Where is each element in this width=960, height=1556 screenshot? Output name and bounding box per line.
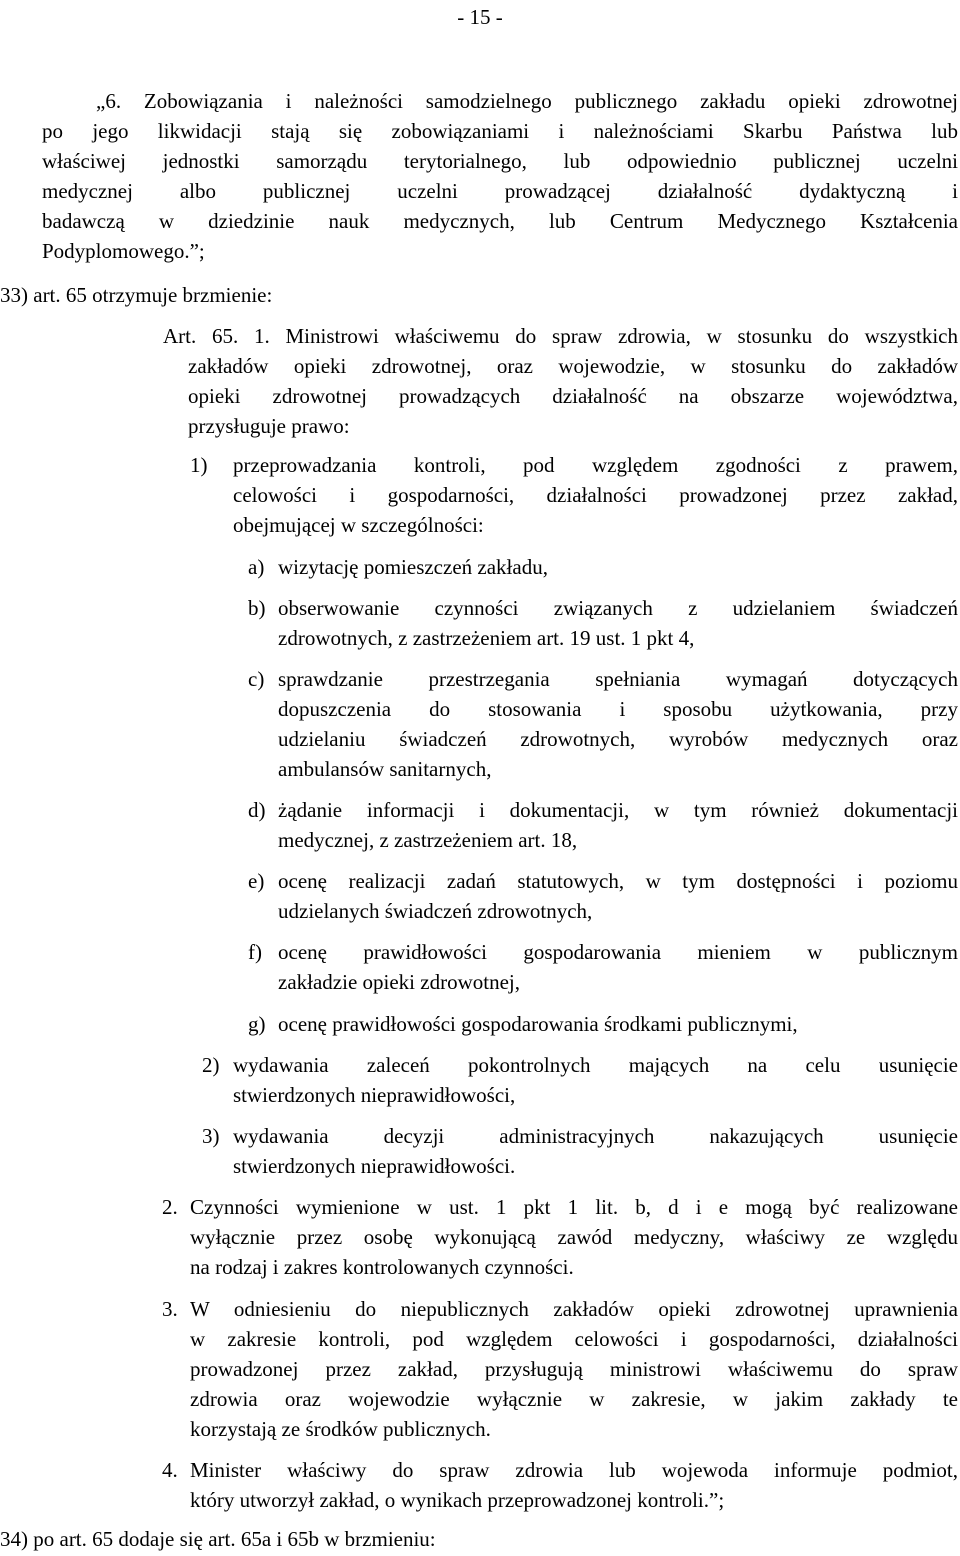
letter-c: sprawdzanie przestrzegania spełniania wymagań dotyczących dopuszczenia do stosowania i sposobu użytkowania, przy udzielaniu świadczeń zdrowotnych, wyrobów medycznych oraz ambulansów sanitarnych, — [278, 667, 958, 781]
item-34: 34) po art. 65 dodaje się art. 65a i 65b w brzmieniu: — [0, 1527, 436, 1551]
letter-f-number: f) — [248, 940, 262, 964]
letter-a-number: a) — [248, 555, 265, 579]
letter-b-number: b) — [248, 596, 266, 620]
point-1: przeprowadzania kontroli, pod względem zgodności z prawem, celowości i gospodarności, działalności prowadzonej przez zakład, obejmującej w szczególności: — [233, 453, 958, 537]
point-2-number: 2) — [202, 1053, 220, 1077]
ust-4: Minister właściwy do spraw zdrowia lub wojewoda informuje podmiot, który utworzył zakład, o wynikach przeprowadzonej kontroli.”; — [190, 1458, 958, 1512]
paragraph-6: po jego likwidacji stają się zobowiązaniami i należnościami Skarbu Państwa lub właściwej jednostki samorządu terytorialnego, lub odpowiednio publicznej uczelni medycznej albo publicznej uczelni prowadzącej działalność dydaktyczną i badawczą w dziedzinie nauk medycznych, lub Centrum Medycznego Kształcenia Podyplomowego.”; — [42, 119, 958, 263]
letter-d-number: d) — [248, 798, 266, 822]
point-1-number: 1) — [190, 453, 208, 477]
letter-e-number: e) — [248, 869, 265, 893]
item-33: 33) art. 65 otrzymuje brzmienie: — [0, 283, 273, 307]
ust-4-number: 4. — [162, 1458, 178, 1482]
paragraph-6-first-line: „6. Zobowiązania i należności samodzielnego publicznego zakładu opieki zdrowotnej — [96, 89, 958, 113]
letter-b: obserwowanie czynności związanych z udzielaniem świadczeń zdrowotnych, z zastrzeżeniem art. 19 ust. 1 pkt 4, — [278, 596, 958, 650]
ust-3-number: 3. — [162, 1297, 178, 1321]
page-number: - 15 - — [457, 5, 503, 29]
letter-a: wizytację pomieszczeń zakładu, — [278, 555, 548, 579]
letter-f: ocenę prawidłowości gospodarowania mieniem w publicznym zakładzie opieki zdrowotnej, — [278, 940, 958, 994]
point-2: wydawania zaleceń pokontrolnych mających na celu usunięcie stwierdzonych nieprawidłowości, — [233, 1053, 958, 1107]
art-65-intro: Art. 65. 1. Ministrowi właściwemu do spraw zdrowia, w stosunku do wszystkich zakładów opieki zdrowotnej, oraz wojewodzie, w stosunku do zakładów opieki zdrowotnej prowadzących działalność na obszarze województwa, przysługuje prawo: — [163, 324, 958, 438]
point-3: wydawania decyzji administracyjnych nakazujących usunięcie stwierdzonych nieprawidłowości. — [233, 1124, 958, 1178]
letter-c-number: c) — [248, 667, 265, 691]
letter-e: ocenę realizacji zadań statutowych, w tym dostępności i poziomu udzielanych świadczeń zdrowotnych, — [278, 869, 958, 923]
letter-g-number: g) — [248, 1012, 266, 1036]
point-3-number: 3) — [202, 1124, 220, 1148]
letter-g: ocenę prawidłowości gospodarowania środkami publicznymi, — [278, 1012, 798, 1036]
ust-2: Czynności wymienione w ust. 1 pkt 1 lit. b, d i e mogą być realizowane wyłącznie przez osobę wykonującą zawód medyczny, właściwy ze względu na rodzaj i zakres kontrolowanych czynności. — [190, 1195, 958, 1279]
ust-2-number: 2. — [162, 1195, 178, 1219]
letter-d: żądanie informacji i dokumentacji, w tym również dokumentacji medycznej, z zastrzeżeniem art. 18, — [278, 798, 958, 852]
ust-3: W odniesieniu do niepublicznych zakładów opieki zdrowotnej uprawnienia w zakresie kontroli, pod względem celowości i gospodarności, działalności prowadzonej przez zakład, przysługują ministrowi właściwemu do spraw zdrowia oraz wojewodzie wyłącznie w zakresie, w jakim zakłady te korzystają ze środków publicznych. — [190, 1297, 958, 1441]
